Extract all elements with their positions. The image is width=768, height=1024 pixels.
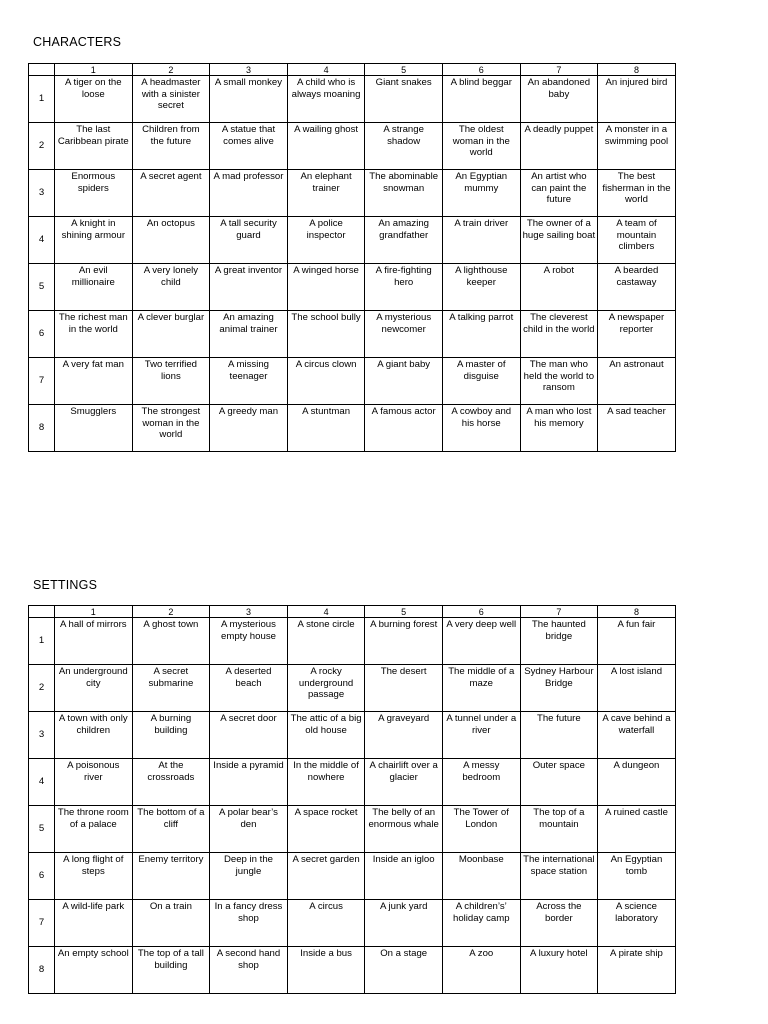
table-cell: A burning forest xyxy=(365,618,443,665)
column-header: 2 xyxy=(132,606,210,618)
row-number: 3 xyxy=(29,170,55,217)
table-cell: Moonbase xyxy=(442,853,520,900)
row-number: 2 xyxy=(29,665,55,712)
row-number: 7 xyxy=(29,900,55,947)
table-cell: A burning building xyxy=(132,712,210,759)
table-row xyxy=(29,358,676,405)
row-number: 4 xyxy=(29,759,55,806)
table-cell: A master of disguise xyxy=(442,358,520,405)
table-row xyxy=(29,900,676,947)
table-cell: Children from the future xyxy=(132,123,210,170)
table-cell: Inside a bus xyxy=(287,947,365,994)
table-cell: The owner of a huge sailing boat xyxy=(520,217,598,264)
table-cell: A tunnel under a river xyxy=(442,712,520,759)
table-row xyxy=(29,618,676,665)
table-cell: The richest man in the world xyxy=(55,311,133,358)
table-row xyxy=(29,853,676,900)
table-row xyxy=(29,806,676,853)
table-cell: A famous actor xyxy=(365,405,443,452)
row-number: 8 xyxy=(29,405,55,452)
table-cell: The top of a mountain xyxy=(520,806,598,853)
table-cell: The abominable snowman xyxy=(365,170,443,217)
table-cell: A second hand shop xyxy=(210,947,288,994)
table-cell: A monster in a swimming pool xyxy=(598,123,676,170)
table-cell: A stone circle xyxy=(287,618,365,665)
row-number: 5 xyxy=(29,264,55,311)
table-cell: Enormous spiders xyxy=(55,170,133,217)
table-row xyxy=(29,123,676,170)
row-number: 2 xyxy=(29,123,55,170)
table-cell: Giant snakes xyxy=(365,76,443,123)
table-cell: A secret submarine xyxy=(132,665,210,712)
table-cell: A fun fair xyxy=(598,618,676,665)
table-cell: A police inspector xyxy=(287,217,365,264)
table-row xyxy=(29,759,676,806)
table-row xyxy=(29,264,676,311)
table-cell: A luxury hotel xyxy=(520,947,598,994)
table-cell: A blind beggar xyxy=(442,76,520,123)
table-cell: A hall of mirrors xyxy=(55,618,133,665)
column-header: 4 xyxy=(287,64,365,76)
column-header: 1 xyxy=(55,64,133,76)
table-cell: The Tower of London xyxy=(442,806,520,853)
table-cell: The school bully xyxy=(287,311,365,358)
table-cell: The cleverest child in the world xyxy=(520,311,598,358)
row-number: 6 xyxy=(29,311,55,358)
row-number: 8 xyxy=(29,947,55,994)
column-header: 2 xyxy=(132,64,210,76)
table-cell: An amazing animal trainer xyxy=(210,311,288,358)
column-header: 7 xyxy=(520,606,598,618)
column-header: 7 xyxy=(520,64,598,76)
table-cell: A space rocket xyxy=(287,806,365,853)
table-cell: An amazing grandfather xyxy=(365,217,443,264)
row-number: 1 xyxy=(29,76,55,123)
table-row xyxy=(29,405,676,452)
table-cell: A cowboy and his horse xyxy=(442,405,520,452)
corner-cell xyxy=(29,64,55,76)
table-cell: A graveyard xyxy=(365,712,443,759)
table-cell: A pirate ship xyxy=(598,947,676,994)
characters-title: CHARACTERS xyxy=(33,35,122,49)
column-header: 8 xyxy=(598,606,676,618)
table-cell: An astronaut xyxy=(598,358,676,405)
table-cell: A deserted beach xyxy=(210,665,288,712)
table-cell: A secret door xyxy=(210,712,288,759)
table-row xyxy=(29,712,676,759)
table-cell: An empty school xyxy=(55,947,133,994)
table-cell: A man who lost his memory xyxy=(520,405,598,452)
table-cell: A giant baby xyxy=(365,358,443,405)
characters-table xyxy=(28,63,676,452)
table-cell: The future xyxy=(520,712,598,759)
table-cell: A train driver xyxy=(442,217,520,264)
table-cell: A polar bear’s den xyxy=(210,806,288,853)
table-row xyxy=(29,665,676,712)
table-row xyxy=(29,947,676,994)
table-cell: A tiger on the loose xyxy=(55,76,133,123)
table-cell: A junk yard xyxy=(365,900,443,947)
table-cell: A wild-life park xyxy=(55,900,133,947)
table-cell: A mysterious newcomer xyxy=(365,311,443,358)
column-header: 3 xyxy=(210,606,288,618)
table-cell: A secret garden xyxy=(287,853,365,900)
table-cell: Across the border xyxy=(520,900,598,947)
table-row xyxy=(29,311,676,358)
table-cell: A messy bedroom xyxy=(442,759,520,806)
row-number: 4 xyxy=(29,217,55,264)
table-cell: A strange shadow xyxy=(365,123,443,170)
column-header: 8 xyxy=(598,64,676,76)
table-cell: A science laboratory xyxy=(598,900,676,947)
table-cell: An octopus xyxy=(132,217,210,264)
table-cell: A knight in shining armour xyxy=(55,217,133,264)
table-cell: The desert xyxy=(365,665,443,712)
settings-title: SETTINGS xyxy=(33,578,98,592)
table-cell: A cave behind a waterfall xyxy=(598,712,676,759)
table-cell: A zoo xyxy=(442,947,520,994)
table-row xyxy=(29,76,676,123)
table-cell: A ghost town xyxy=(132,618,210,665)
header-row xyxy=(29,606,676,618)
table-cell: A team of mountain climbers xyxy=(598,217,676,264)
column-header: 5 xyxy=(365,606,443,618)
table-cell: The middle of a maze xyxy=(442,665,520,712)
table-cell: A long flight of steps xyxy=(55,853,133,900)
table-cell: Sydney Harbour Bridge xyxy=(520,665,598,712)
table-cell: A winged horse xyxy=(287,264,365,311)
table-cell: The attic of a big old house xyxy=(287,712,365,759)
table-cell: A great inventor xyxy=(210,264,288,311)
column-header: 6 xyxy=(442,64,520,76)
table-cell: The haunted bridge xyxy=(520,618,598,665)
table-cell: An injured bird xyxy=(598,76,676,123)
table-cell: The best fisherman in the world xyxy=(598,170,676,217)
table-cell: An underground city xyxy=(55,665,133,712)
table-cell: A talking parrot xyxy=(442,311,520,358)
table-cell: The oldest woman in the world xyxy=(442,123,520,170)
row-number: 3 xyxy=(29,712,55,759)
table-cell: On a train xyxy=(132,900,210,947)
table-cell: A sad teacher xyxy=(598,405,676,452)
table-cell: A very lonely child xyxy=(132,264,210,311)
table-cell: The throne room of a palace xyxy=(55,806,133,853)
table-cell: A greedy man xyxy=(210,405,288,452)
table-cell: The strongest woman in the world xyxy=(132,405,210,452)
table-cell: A rocky underground passage xyxy=(287,665,365,712)
table-cell: A bearded castaway xyxy=(598,264,676,311)
table-cell: Enemy territory xyxy=(132,853,210,900)
table-cell: An abandoned baby xyxy=(520,76,598,123)
table-cell: A poisonous river xyxy=(55,759,133,806)
table-cell: A mysterious empty house xyxy=(210,618,288,665)
settings-table xyxy=(28,605,676,994)
table-cell: The top of a tall building xyxy=(132,947,210,994)
table-cell: A lighthouse keeper xyxy=(442,264,520,311)
table-cell: An elephant trainer xyxy=(287,170,365,217)
table-cell: The last Caribbean pirate xyxy=(55,123,133,170)
table-cell: A wailing ghost xyxy=(287,123,365,170)
table-row xyxy=(29,170,676,217)
table-cell: A children’s’ holiday camp xyxy=(442,900,520,947)
table-row xyxy=(29,217,676,264)
table-cell: A dungeon xyxy=(598,759,676,806)
table-cell: A headmaster with a sinister secret xyxy=(132,76,210,123)
table-cell: Inside a pyramid xyxy=(210,759,288,806)
row-number: 6 xyxy=(29,853,55,900)
table-cell: A statue that comes alive xyxy=(210,123,288,170)
table-cell: A ruined castle xyxy=(598,806,676,853)
table-cell: The man who held the world to ransom xyxy=(520,358,598,405)
table-cell: A very deep well xyxy=(442,618,520,665)
table-cell: A deadly puppet xyxy=(520,123,598,170)
table-cell: A chairlift over a glacier xyxy=(365,759,443,806)
row-number: 5 xyxy=(29,806,55,853)
table-cell: A tall security guard xyxy=(210,217,288,264)
table-cell: Inside an igloo xyxy=(365,853,443,900)
table-cell: A lost island xyxy=(598,665,676,712)
table-cell: A child who is always moaning xyxy=(287,76,365,123)
table-cell: A circus clown xyxy=(287,358,365,405)
table-cell: At the crossroads xyxy=(132,759,210,806)
table-cell: A robot xyxy=(520,264,598,311)
table-cell: A small monkey xyxy=(210,76,288,123)
table-cell: A missing teenager xyxy=(210,358,288,405)
table-cell: In the middle of nowhere xyxy=(287,759,365,806)
row-number: 7 xyxy=(29,358,55,405)
table-cell: The belly of an enormous whale xyxy=(365,806,443,853)
column-header: 3 xyxy=(210,64,288,76)
corner-cell xyxy=(29,606,55,618)
table-cell: A clever burglar xyxy=(132,311,210,358)
table-cell: An artist who can paint the future xyxy=(520,170,598,217)
table-cell: A fire-fighting hero xyxy=(365,264,443,311)
table-cell: Two terrified lions xyxy=(132,358,210,405)
table-cell: The international space station xyxy=(520,853,598,900)
table-cell: Outer space xyxy=(520,759,598,806)
table-cell: An evil millionaire xyxy=(55,264,133,311)
table-cell: A circus xyxy=(287,900,365,947)
table-cell: A very fat man xyxy=(55,358,133,405)
table-cell: The bottom of a cliff xyxy=(132,806,210,853)
table-cell: A stuntman xyxy=(287,405,365,452)
table-cell: Smugglers xyxy=(55,405,133,452)
table-cell: A newspaper reporter xyxy=(598,311,676,358)
table-cell: In a fancy dress shop xyxy=(210,900,288,947)
table-cell: An Egyptian tomb xyxy=(598,853,676,900)
table-cell: Deep in the jungle xyxy=(210,853,288,900)
table-cell: A town with only children xyxy=(55,712,133,759)
column-header: 5 xyxy=(365,64,443,76)
column-header: 4 xyxy=(287,606,365,618)
table-cell: A secret agent xyxy=(132,170,210,217)
table-cell: An Egyptian mummy xyxy=(442,170,520,217)
row-number: 1 xyxy=(29,618,55,665)
header-row xyxy=(29,64,676,76)
table-cell: A mad professor xyxy=(210,170,288,217)
table-cell: On a stage xyxy=(365,947,443,994)
column-header: 1 xyxy=(55,606,133,618)
column-header: 6 xyxy=(442,606,520,618)
